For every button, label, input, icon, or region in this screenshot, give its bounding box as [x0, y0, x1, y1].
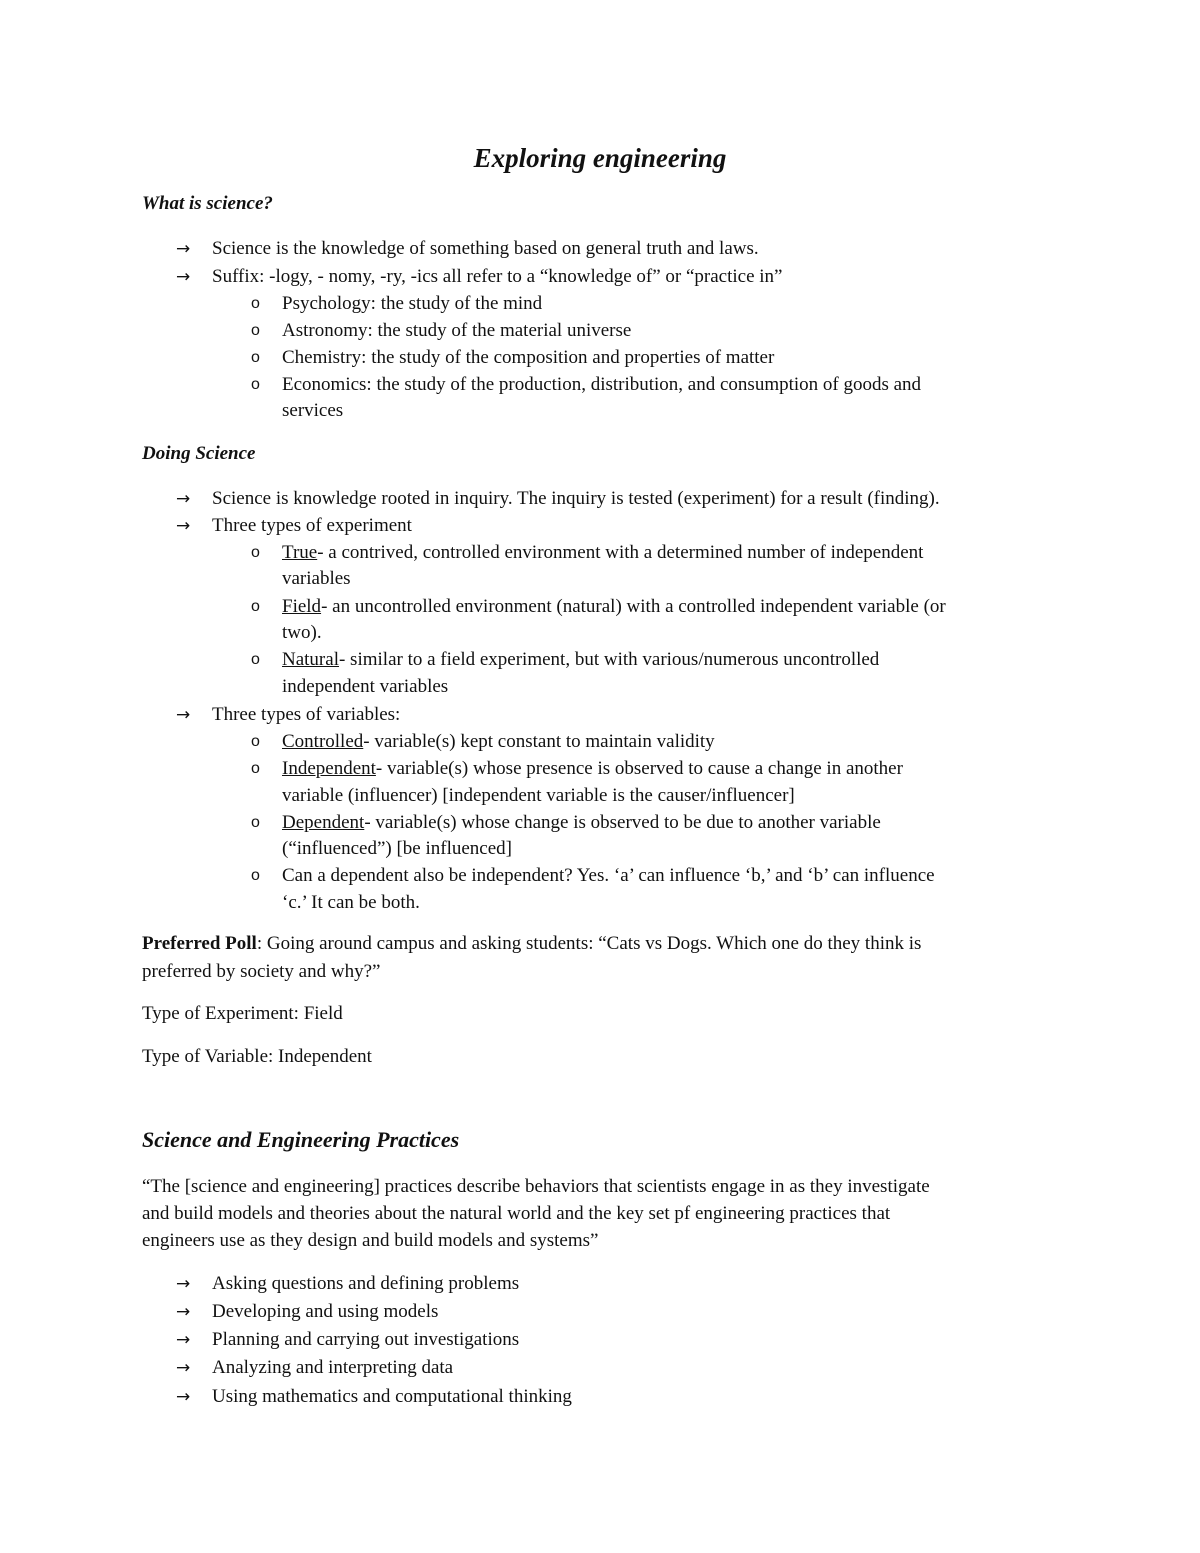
poll-text: : Going around campus and asking students: “Cats vs Dogs. Which one do they think is — [256, 933, 922, 954]
circle-bullet-icon: o — [251, 322, 260, 339]
document-title: Exploring engineering — [473, 143, 727, 173]
definition-text: - an uncontrolled environment (natural) with a controlled independent variable (or — [321, 596, 946, 617]
definition-text: - variable(s) whose change is observed to be due to another variable — [364, 812, 881, 833]
term-true: True — [282, 542, 318, 563]
sub-list-item-continuation: variable (influencer) [independent variable is the causer/influencer] — [282, 785, 795, 806]
sub-list-item-continuation: two). — [282, 622, 322, 643]
poll-label: Preferred Poll — [142, 933, 257, 954]
experiment-true — [282, 540, 923, 566]
circle-bullet-icon: o — [251, 295, 260, 312]
circle-bullet-icon: o — [251, 349, 260, 366]
list-item: Science is the knowledge of something based on general truth and laws. — [212, 238, 759, 259]
term-field: Field — [282, 596, 322, 617]
arrow-bullet-icon: → — [176, 1387, 191, 1407]
variable-controlled — [282, 729, 715, 755]
term-natural: Natural — [282, 649, 339, 670]
arrow-bullet-icon: → — [176, 267, 191, 287]
arrow-bullet-icon: → — [176, 239, 191, 259]
section-heading-practices: Science and Engineering Practices — [142, 1127, 460, 1152]
sub-list-item-continuation: variables — [282, 568, 351, 589]
practice-item: Asking questions and defining problems — [212, 1273, 520, 1294]
practice-item: Using mathematics and computational thinking — [212, 1386, 572, 1407]
list-item: Three types of variables: — [212, 704, 401, 725]
practice-item: Planning and carrying out investigations — [212, 1329, 520, 1350]
circle-bullet-icon: o — [251, 598, 260, 615]
arrow-bullet-icon: → — [176, 1358, 191, 1378]
variable-type-line: Type of Variable: Independent — [142, 1046, 372, 1067]
sub-list-item: Astronomy: the study of the material universe — [282, 320, 632, 341]
sub-list-item: Chemistry: the study of the composition and properties of matter — [282, 347, 775, 368]
term-controlled: Controlled — [282, 731, 364, 752]
list-item: Science is knowledge rooted in inquiry. The inquiry is tested (experiment) for a result (finding). — [212, 488, 940, 509]
practice-item: Developing and using models — [212, 1301, 439, 1322]
definition-text: - a contrived, controlled environment with a determined number of independent — [317, 542, 924, 563]
arrow-bullet-icon: → — [176, 1274, 191, 1294]
poll-paragraph-line-2: preferred by society and why?” — [142, 961, 381, 982]
circle-bullet-icon: o — [251, 376, 260, 393]
quote-line: “The [science and engineering] practices describe behaviors that scientists engage in as they investigate — [142, 1176, 930, 1197]
section-heading-what-is-science: What is science? — [142, 193, 273, 214]
experiment-natural — [282, 647, 879, 673]
sub-list-item: Economics: the study of the production, distribution, and consumption of goods and — [282, 374, 922, 395]
sub-list-item-continuation: independent variables — [282, 676, 449, 697]
term-dependent: Dependent — [282, 812, 365, 833]
poll-paragraph-line-1 — [142, 931, 921, 957]
experiment-type-line: Type of Experiment: Field — [142, 1003, 343, 1024]
circle-bullet-icon: o — [251, 544, 260, 561]
arrow-bullet-icon: → — [176, 1330, 191, 1350]
sub-list-item: Psychology: the study of the mind — [282, 293, 543, 314]
circle-bullet-icon: o — [251, 814, 260, 831]
practice-item: Analyzing and interpreting data — [212, 1357, 454, 1378]
quote-line: and build models and theories about the natural world and the key set pf engineering practices that — [142, 1203, 891, 1224]
term-independent: Independent — [282, 758, 376, 779]
arrow-bullet-icon: → — [176, 1302, 191, 1322]
list-item: Three types of experiment — [212, 515, 412, 536]
circle-bullet-icon: o — [251, 651, 260, 668]
variable-independent — [282, 756, 903, 782]
definition-text: - variable(s) kept constant to maintain validity — [363, 731, 715, 752]
sub-list-item-continuation: services — [282, 400, 344, 421]
definition-text: - similar to a field experiment, but with various/numerous uncontrolled — [338, 649, 880, 670]
arrow-bullet-icon: → — [176, 489, 191, 509]
circle-bullet-icon: o — [251, 733, 260, 750]
arrow-bullet-icon: → — [176, 705, 191, 725]
section-heading-doing-science: Doing Science — [142, 443, 256, 464]
definition-text: - variable(s) whose presence is observed to cause a change in another — [375, 758, 903, 779]
sub-list-item-continuation: (“influenced”) [be influenced] — [282, 838, 512, 859]
list-item: Suffix: -logy, - nomy, -ry, -ics all refer to a “knowledge of” or “practice in” — [212, 266, 783, 287]
circle-bullet-icon: o — [251, 867, 260, 884]
sub-list-item: Can a dependent also be independent? Yes. ‘a’ can influence ‘b,’ and ‘b’ can influence — [282, 865, 935, 886]
sub-list-item-continuation: ‘c.’ It can be both. — [282, 892, 420, 913]
experiment-field — [282, 594, 946, 620]
arrow-bullet-icon: → — [176, 516, 191, 536]
quote-line: engineers use as they design and build models and systems” — [142, 1230, 599, 1251]
circle-bullet-icon: o — [251, 760, 260, 777]
variable-dependent — [282, 810, 881, 836]
